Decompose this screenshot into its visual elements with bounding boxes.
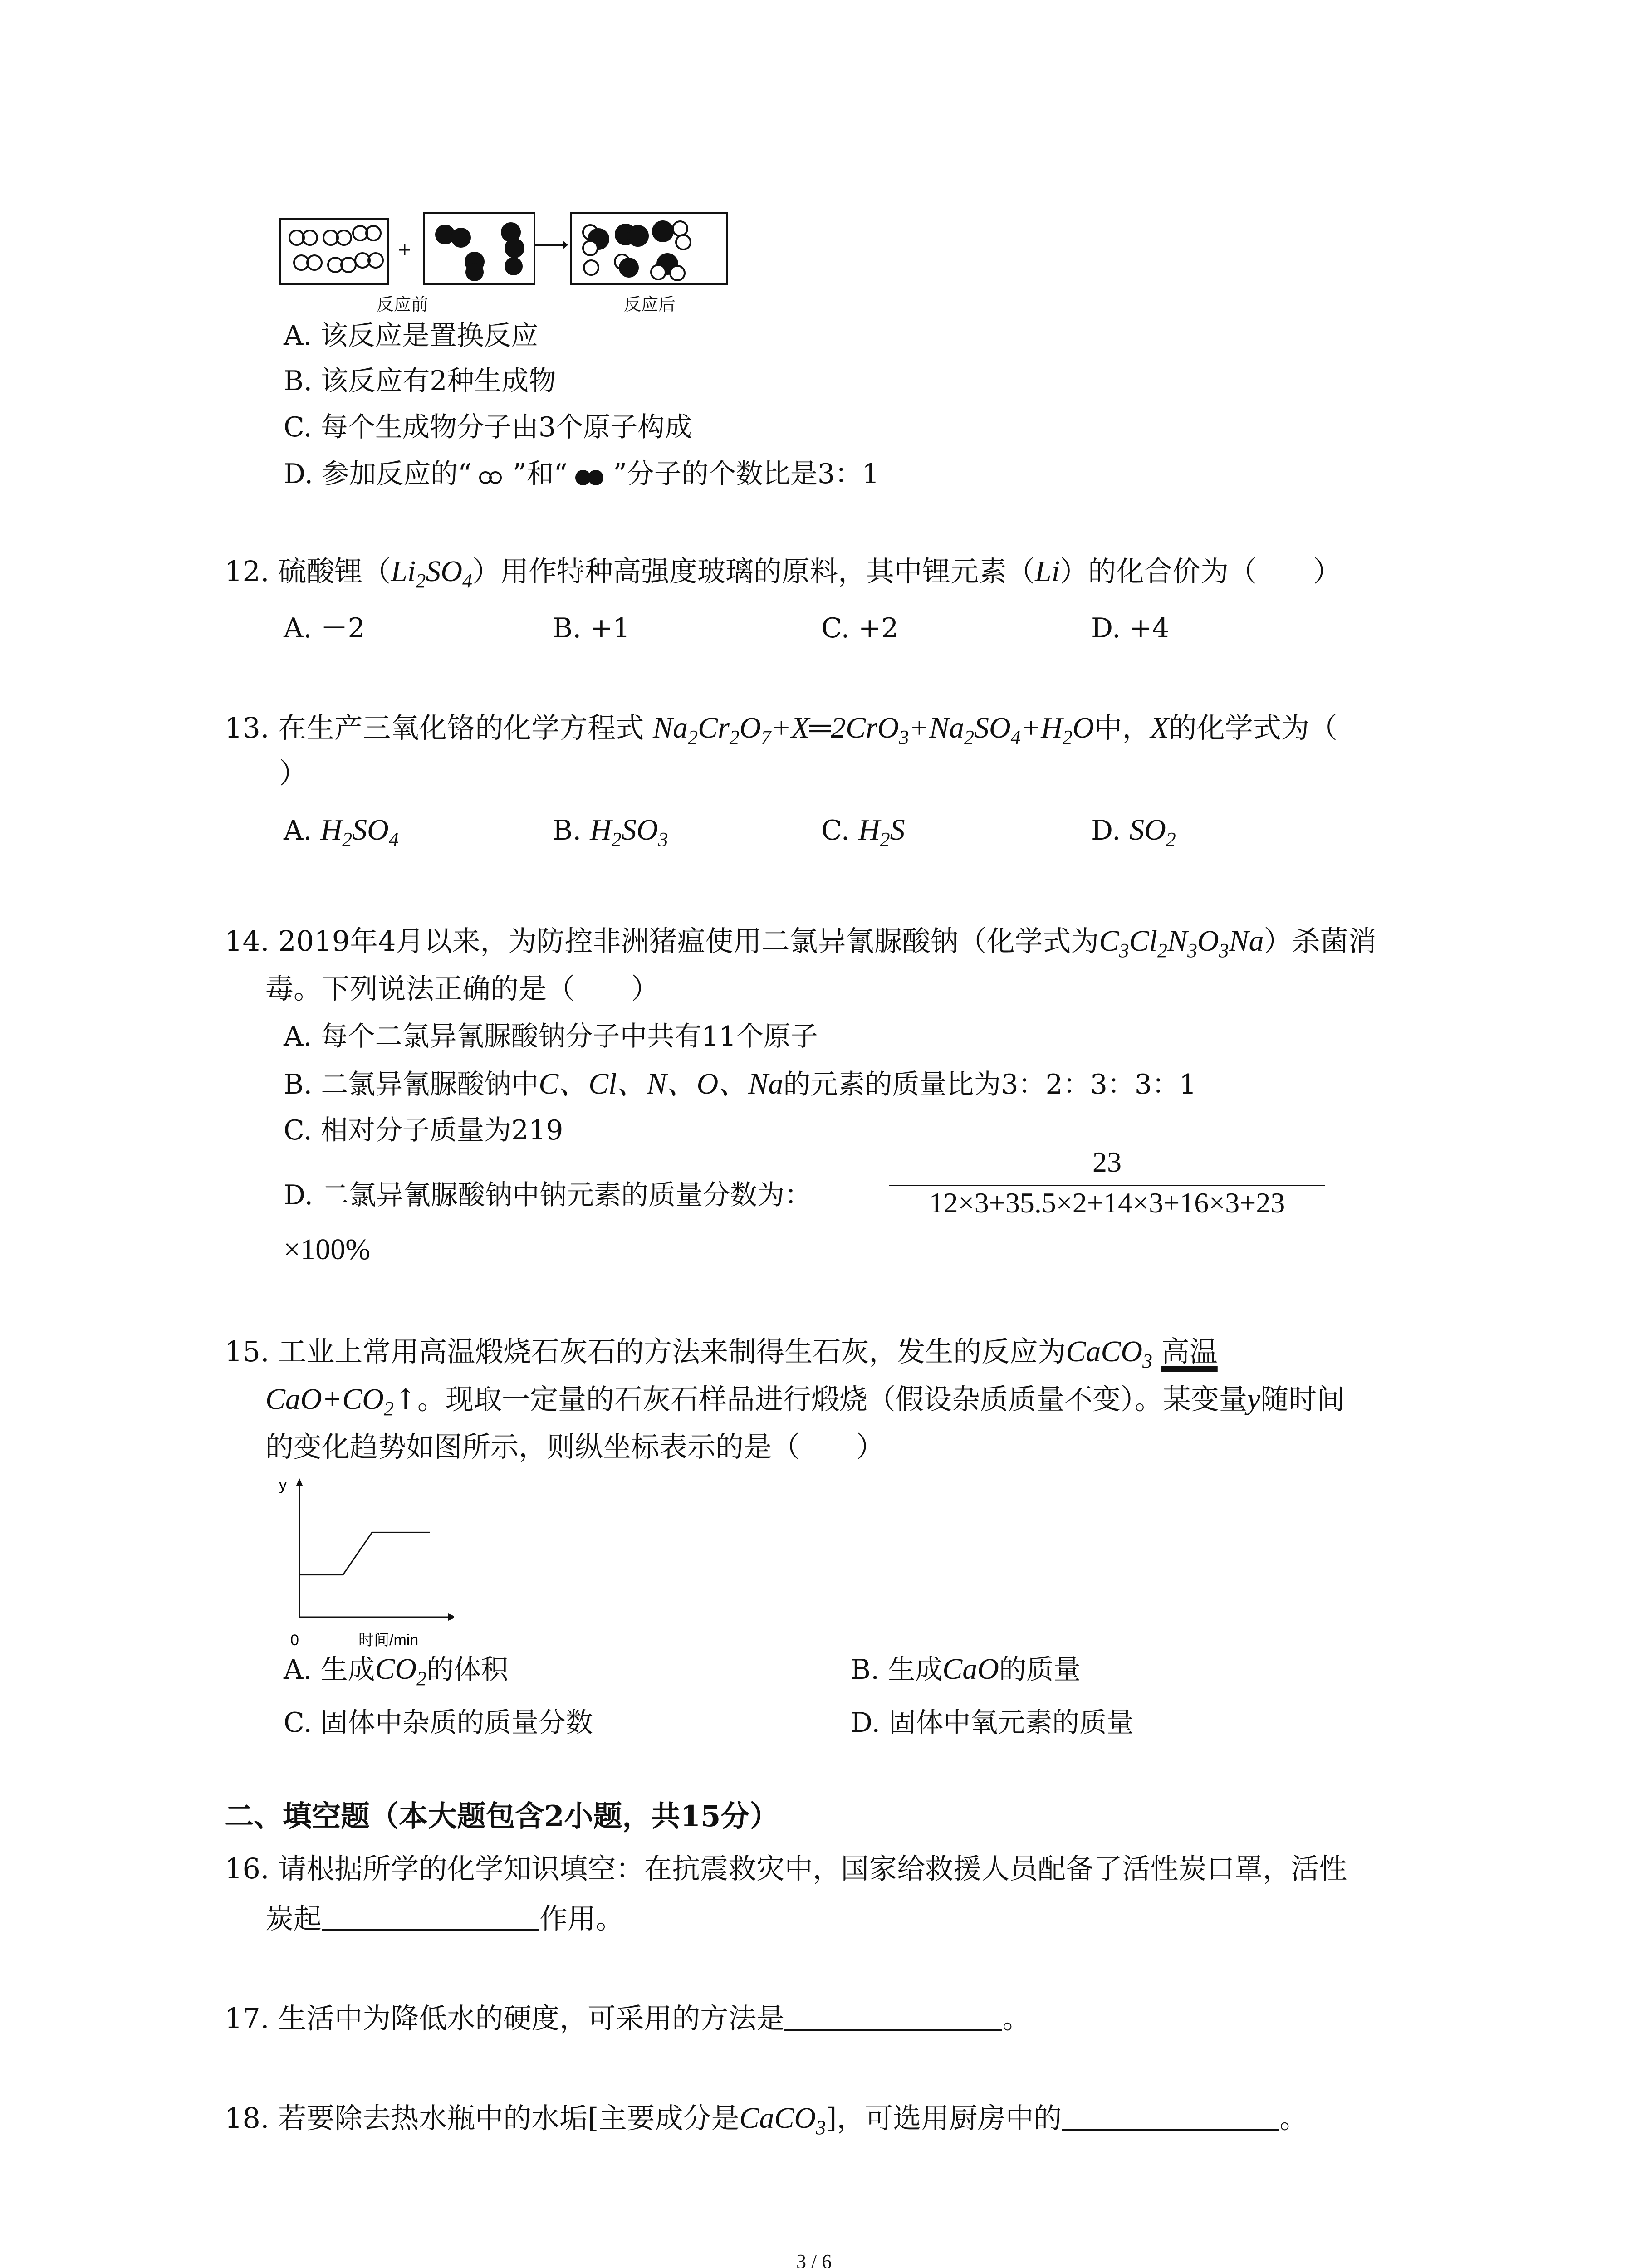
q14-stem-line1: 14. 2019年4月以来，为防控非洲猪瘟使用二氯异氰脲酸钠（化学式为$C_3Cl_2N_3O_3Na$）杀菌消 <box>225 924 1376 962</box>
chart-series-line-0 <box>299 1532 430 1574</box>
q11-option-a: A. 该反应是置换反应 <box>284 320 539 352</box>
q15-option-b: B. 生成CaO的质量 <box>851 1652 1081 1686</box>
q15-stem-line3: 的变化趋势如图所示，则纵坐标表示的是（ ） <box>265 1430 885 1463</box>
q11-d-text-2: ”和“ <box>512 458 568 490</box>
q13-option-a: A. $H_2SO_4$ <box>284 813 399 850</box>
q14-times100: ×100% <box>284 1233 371 1266</box>
q15-stem-line2: $CaO+CO_2↑$。现取一定量的石灰石样品进行煅烧（假设杂质质量不变）。某变量y随时间 <box>265 1383 1345 1420</box>
q12-option-a: A. －2 <box>284 612 365 644</box>
product-box <box>570 212 728 285</box>
chart-y-label: y <box>279 1476 287 1494</box>
chart-x-label: 时间/min <box>358 1632 419 1649</box>
q15-option-c: C. 固体中杂质的质量分数 <box>284 1707 593 1739</box>
q11-d-text-3: ”分子的个数比是3：1 <box>613 458 880 490</box>
q13-option-d: D. $SO_2$ <box>1091 813 1176 850</box>
q15-stem-line1: 15. 工业上常用高温煅烧石灰石的方法来制得生石灰，发生的反应为CaCO$_3$ 高温 <box>225 1335 1218 1372</box>
chart-x-axis-arrow <box>448 1613 454 1621</box>
q13-stem-line2: ） <box>279 757 308 790</box>
q13-stem: 13. 在生产三氧化铬的化学方程式 $Na_2Cr_2O_7+X═2CrO_3+Na_2SO_4+H_2O$中，X的化学式为（ <box>225 711 1337 748</box>
q11-d-text-1: D. 参加反应的“ <box>284 458 472 490</box>
q15-option-a: A. 生成$CO_2$的体积 <box>284 1652 509 1690</box>
q11-option-c: C. 每个生成物分子由3个原子构成 <box>284 411 692 443</box>
plus-sign: + <box>397 240 412 259</box>
arrow-icon <box>532 236 568 254</box>
reactant-box-1 <box>279 218 389 285</box>
q16-line1: 16. 请根据所学的化学知识填空：在抗震救灾中，国家给救援人员配备了活性炭口罩，活性 <box>225 1852 1347 1885</box>
q12-option-c: C. +2 <box>821 612 899 644</box>
fraction-numerator: 23 <box>1092 1146 1122 1178</box>
caption-after: 反应后 <box>624 294 676 314</box>
page-number: 3 / 6 <box>796 2250 832 2268</box>
chart-origin-label: 0 <box>290 1632 299 1649</box>
q14-option-b: B. 二氯异氰脲酸钠中C、Cl、N、O、Na的元素的质量比为3：2：3：3：1 <box>284 1067 1197 1100</box>
q11-option-b: B. 该反应有2种生成物 <box>284 365 556 397</box>
hollow-molecule-icon <box>472 468 513 486</box>
q18-line: 18. 若要除去热水瓶中的水垢[主要成分是CaCO$_3$]，可选用厨房中的 。 <box>225 2102 1308 2139</box>
q16-answer-blank[interactable] <box>322 1902 539 1931</box>
q14-option-d: D. 二氯异氰脲酸钠中钠元素的质量分数为： <box>284 1179 812 1211</box>
solid-molecules <box>425 214 534 283</box>
q17-answer-blank[interactable] <box>784 2002 1002 2031</box>
chart-y-axis-arrow <box>296 1478 303 1486</box>
caption-before: 反应前 <box>377 294 429 314</box>
reactant-box-2 <box>423 212 535 285</box>
q13-option-c: C. $H_2S$ <box>821 813 905 850</box>
q12-stem: 12. 硫酸锂$(Li_2SO_4)$用作特种高强度玻璃的原料，其中锂元素（Li）的化合价为（ ） <box>225 555 1342 592</box>
q16-line2: 炭起 作用。 <box>265 1902 624 1935</box>
q13-option-b: B. $H_2SO_3$ <box>553 813 668 850</box>
q12-option-b: B. +1 <box>553 612 630 644</box>
fraction-denominator: 12×3+35.5×2+14×3+16×3+23 <box>929 1187 1285 1219</box>
q15-option-d: D. 固体中氧元素的质量 <box>851 1707 1134 1739</box>
q17-line: 17. 生活中为降低水的硬度，可采用的方法是 。 <box>225 2002 1031 2035</box>
solid-molecule-icon <box>568 466 613 488</box>
q12-option-d: D. +4 <box>1091 612 1170 644</box>
product-molecules <box>572 214 726 283</box>
q11-option-d <box>284 456 879 492</box>
hollow-molecules <box>281 220 387 283</box>
q15-chart <box>272 1476 454 1649</box>
q14-option-a: A. 每个二氯异氰脲酸钠分子中共有11个原子 <box>284 1021 818 1052</box>
section-2-heading: 二、填空题（本大题包含2小题，共15分） <box>225 1799 779 1833</box>
q18-answer-blank[interactable] <box>1062 2102 1279 2131</box>
q14-stem-line2: 毒。下列说法正确的是（ ） <box>265 972 660 1005</box>
q14-option-c: C. 相对分子质量为219 <box>284 1114 563 1146</box>
